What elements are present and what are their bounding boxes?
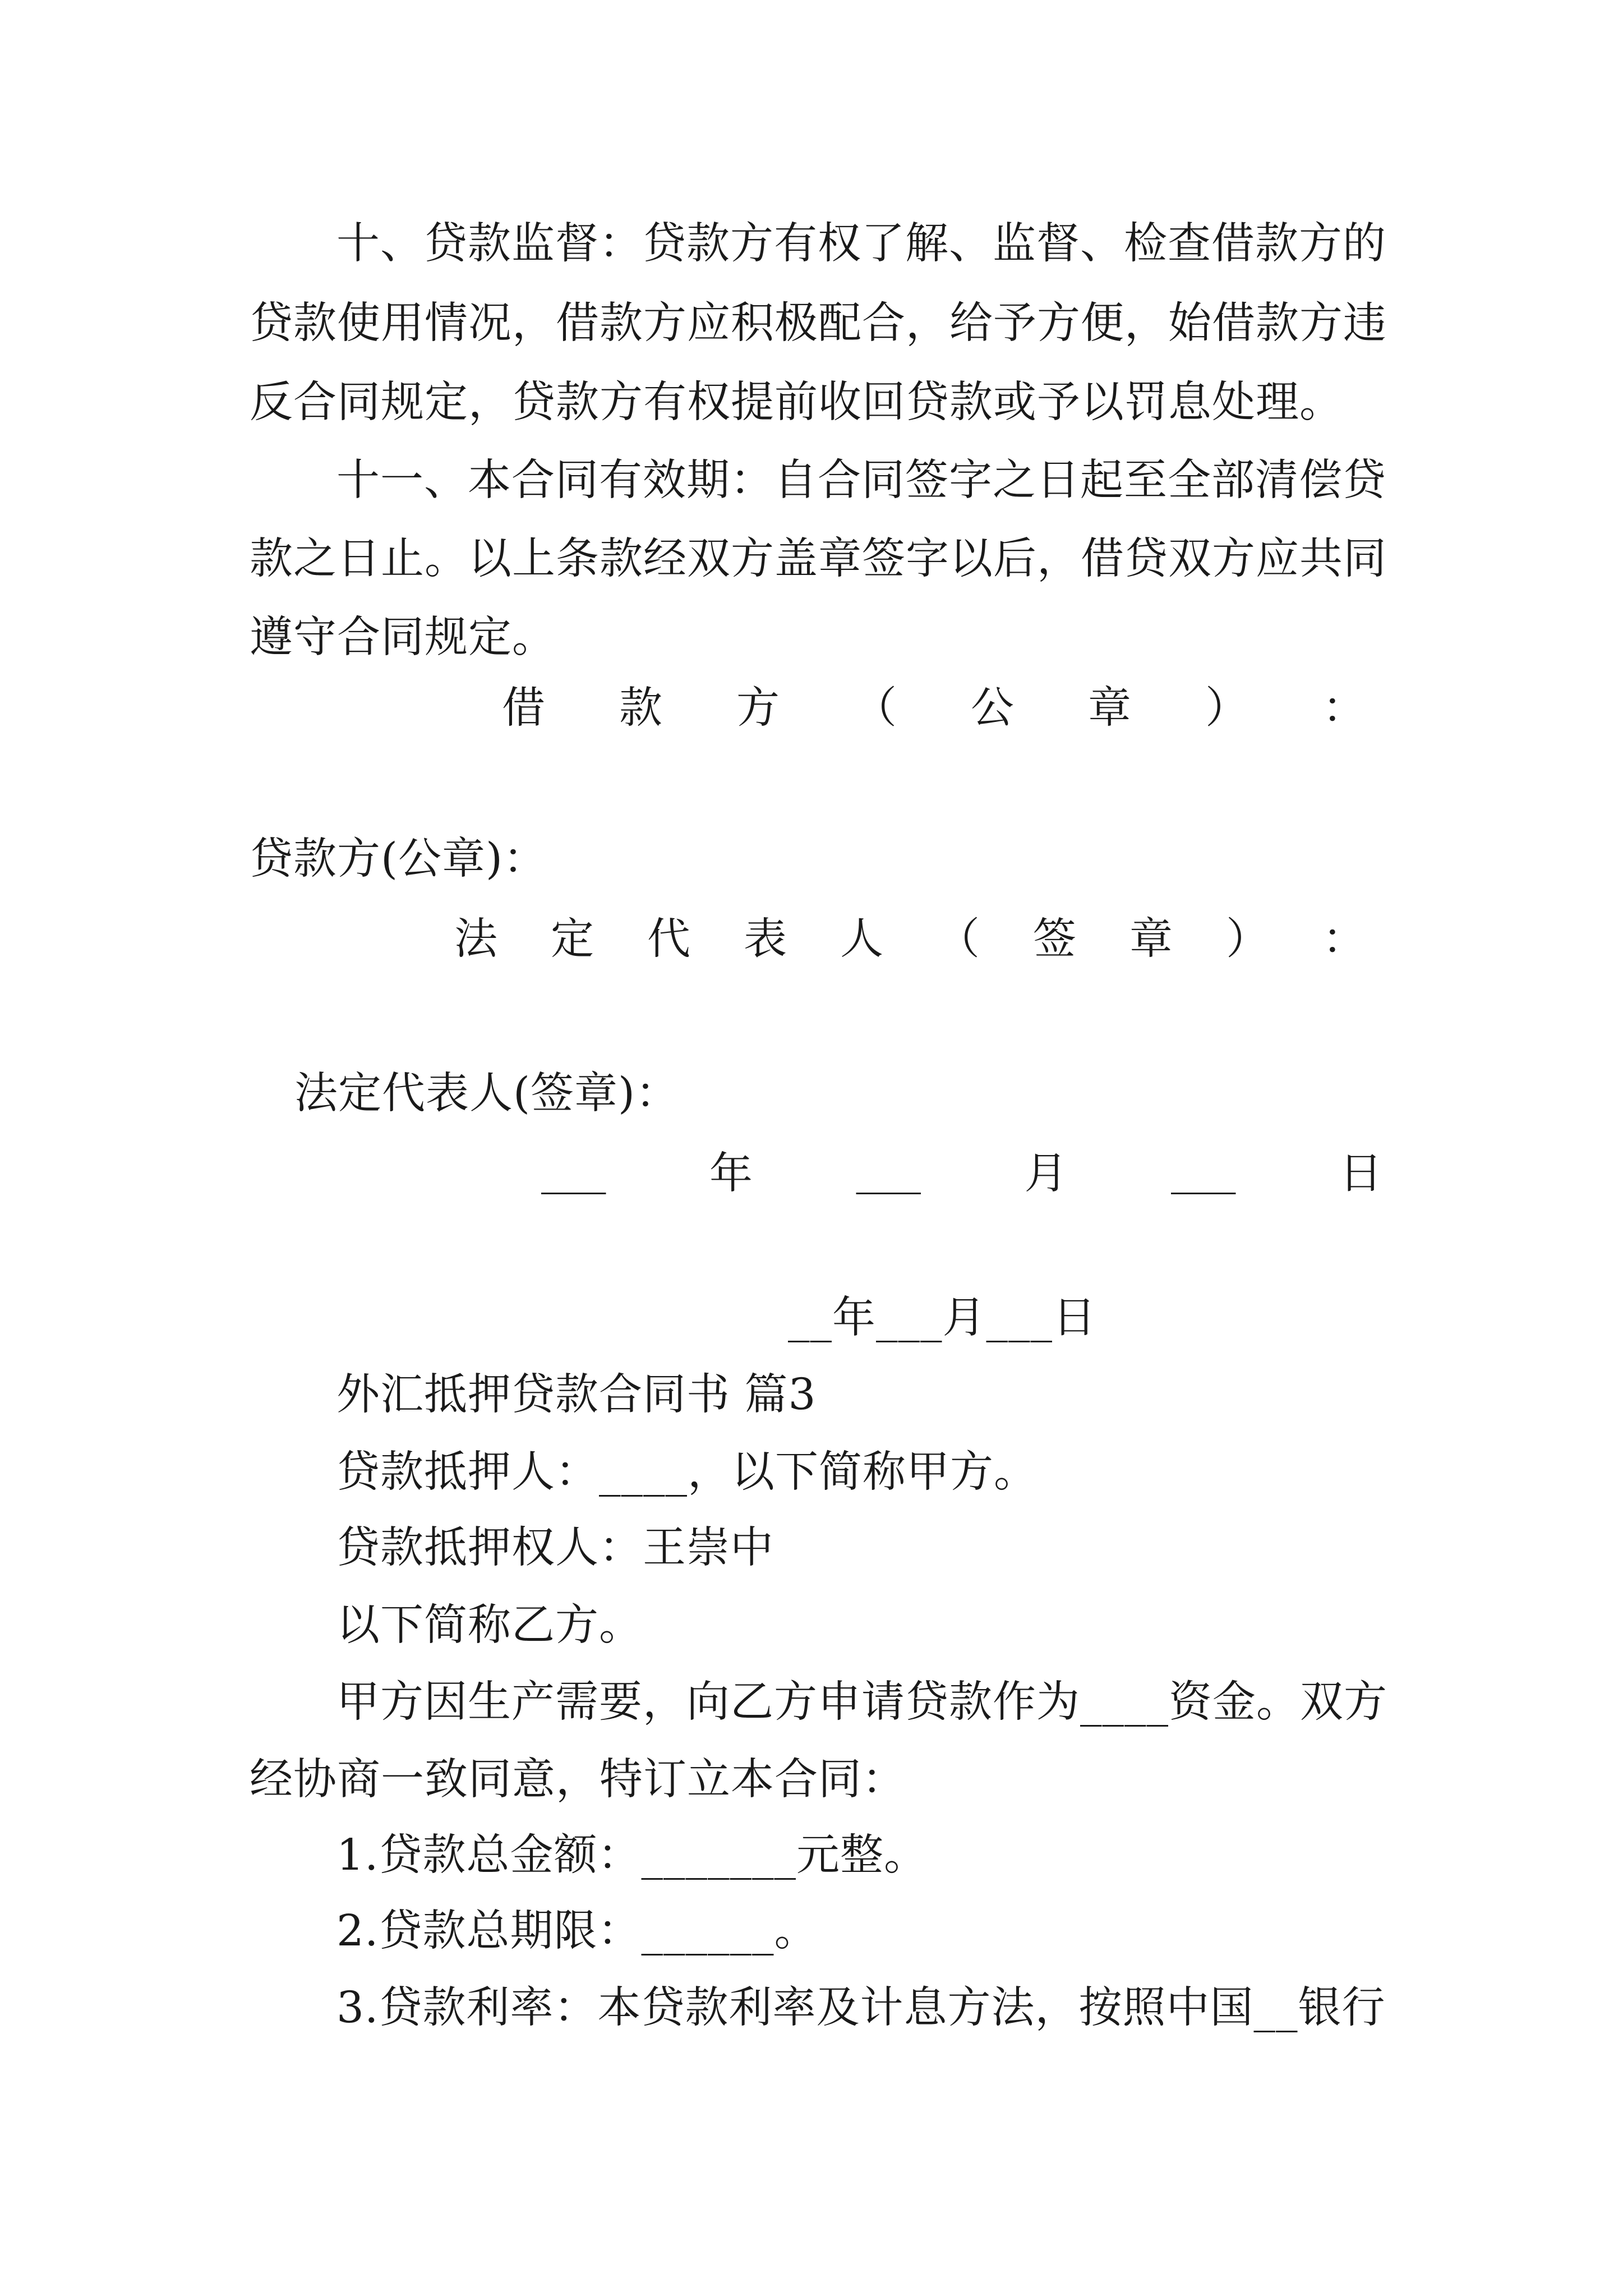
clause11-line-2: 款之日止。以上条款经双方盖章签字以后，借贷双方应共同 xyxy=(250,534,1387,584)
clause10-line-3: 反合同规定，贷款方有权提前收回贷款或予以罚息处理。 xyxy=(250,378,1343,427)
sign-char: ： xyxy=(1322,914,1366,964)
mortgagee-short-line: 以下简称乙方。 xyxy=(336,1600,643,1650)
borrower-seal-line xyxy=(502,676,1366,732)
seal-char: 章 xyxy=(1088,683,1131,733)
seal-char: 借 xyxy=(502,683,545,733)
item-1: 1.贷款总金额：_______元整。 xyxy=(336,1830,928,1880)
seal-char: 方 xyxy=(736,683,780,733)
mortgagor-line: 贷款抵押人：____，以下简称甲方。 xyxy=(336,1447,1038,1497)
date-part: ___ xyxy=(541,1144,606,1195)
sign-char: 章 xyxy=(1129,914,1173,964)
seal-char: 款 xyxy=(619,683,662,733)
sign-char: 定 xyxy=(551,914,594,964)
purpose-line-2: 经协商一致同意，特订立本合同： xyxy=(250,1755,906,1805)
sign-char: 法 xyxy=(454,914,497,964)
seal-char: 公 xyxy=(971,683,1014,733)
clause10-line-1: 十、贷款监督：贷款方有权了解、监督、检查借款方的 xyxy=(336,219,1386,269)
date-part: 日 xyxy=(1339,1148,1382,1199)
date-part: 年 xyxy=(709,1148,753,1199)
seal-char: （ xyxy=(854,683,897,733)
rep-sign-2: 法定代表人(签章)： xyxy=(294,1069,680,1119)
sign-char: 代 xyxy=(647,914,690,964)
mortgagee-line: 贷款抵押权人：王崇中 xyxy=(336,1523,774,1573)
item-3: 3.贷款利率：本贷款利率及计息方法，按照中国__银行 xyxy=(336,1983,1386,2033)
date-part: ___ xyxy=(1171,1144,1236,1195)
sign-char: 签 xyxy=(1033,914,1076,964)
clause10-line-2: 贷款使用情况，借款方应积极配合，给予方便，始借款方违 xyxy=(250,298,1387,348)
lender-seal: 贷款方(公章)： xyxy=(250,834,547,884)
sign-char: （ xyxy=(937,914,980,964)
clause11-line-3: 遵守合同规定。 xyxy=(250,613,556,662)
rep-sign-line xyxy=(454,907,1366,963)
seal-char: ） xyxy=(1205,683,1248,733)
date-compact: __年___月___日 xyxy=(788,1293,1096,1343)
item-2: 2.贷款总期限：______。 xyxy=(336,1906,818,1956)
sign-char: 人 xyxy=(840,914,883,964)
seal-char: ： xyxy=(1322,683,1366,733)
sign-char: ） xyxy=(1226,914,1269,964)
date-part: ___ xyxy=(856,1144,921,1195)
date-spread-line xyxy=(541,1142,1382,1198)
purpose-line-1: 甲方因生产需要，向乙方申请贷款作为____资金。双方 xyxy=(336,1677,1387,1727)
sign-char: 表 xyxy=(744,914,787,964)
date-part: 月 xyxy=(1024,1148,1068,1199)
clause11-line-1: 十一、本合同有效期：自合同签字之日起至全部清偿贷 xyxy=(336,455,1386,505)
section-title: 外汇抵押贷款合同书 篇3 xyxy=(336,1370,817,1420)
